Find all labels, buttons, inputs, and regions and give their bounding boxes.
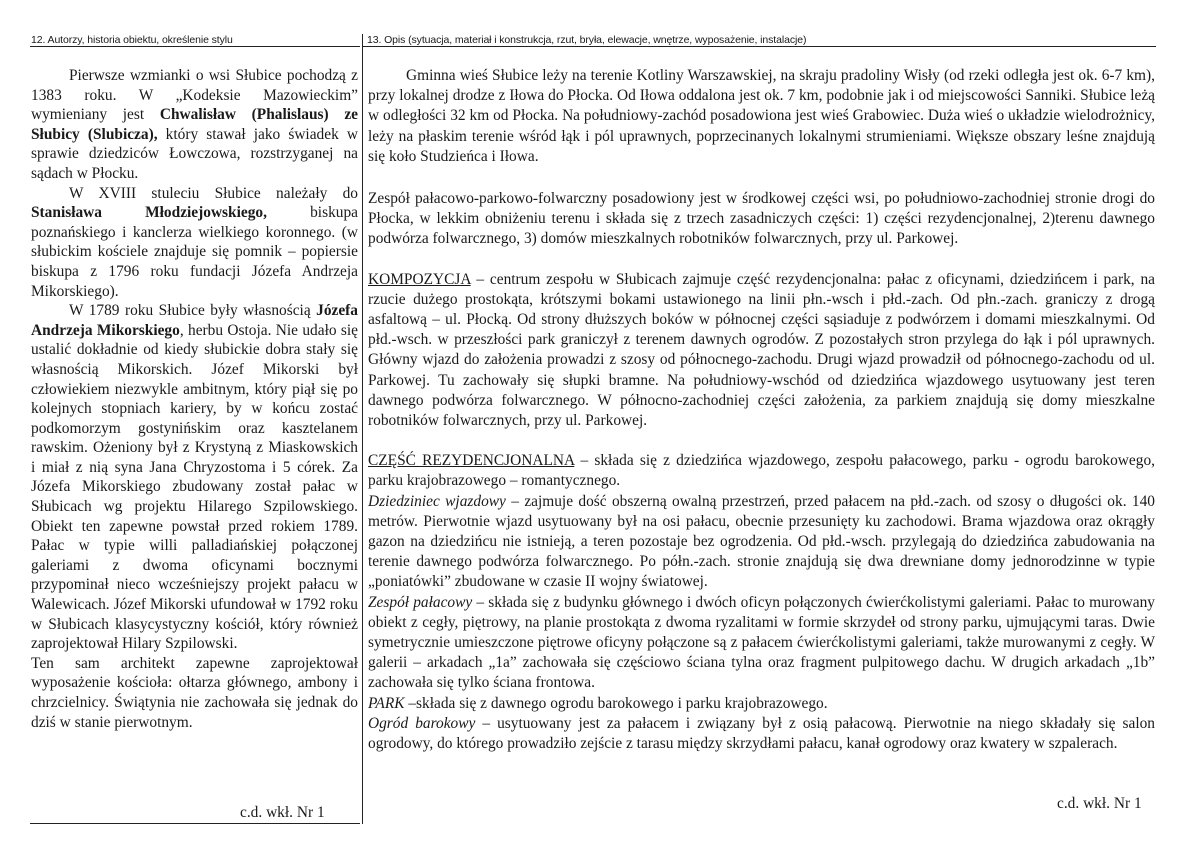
- subsection-heading: Ogród barokowy: [368, 714, 476, 732]
- section-heading: CZĘŚĆ REZYDENCJONALNA: [368, 452, 575, 470]
- left-header-label: 12. Autorzy, historia obiektu, określenie stylu: [31, 34, 233, 46]
- history-text: W XVIII stuleciu Słubice należały do: [69, 184, 358, 202]
- left-header-rule: [30, 46, 360, 47]
- history-bold-text: Chwalisław (Phalislaus) ze Słubicy (Slubicza),: [31, 106, 358, 143]
- continuation-note-left: c.d. wkł. Nr 1: [240, 804, 325, 821]
- history-text: który stawał jako świadek w sprawie dziedziców Łowczowa, rozstrzyganej na sądach w Płocku.: [31, 125, 358, 182]
- history-paragraph: [31, 301, 358, 654]
- description-text: – usytuowany jest za pałacem i związany był z osią pałacową. Pierwotnie na niego składały się salon ogrodowy, do którego prowadziło zejście z tarasu między skrzydłami pałacu, kanał ogrodowy oraz kwatery w szpalerach.: [368, 714, 1155, 753]
- history-bold-text: Stanisława Młodziejowskiego,: [31, 204, 267, 222]
- description-paragraph: [368, 270, 1155, 432]
- subsection-heading: Dziedziniec wjazdowy: [368, 492, 506, 510]
- description-paragraph: [368, 714, 1155, 754]
- history-bold-text: Józefa Andrzeja Mikorskiego: [31, 302, 358, 339]
- description-paragraph: [368, 694, 1155, 714]
- history-column: [31, 66, 358, 732]
- history-text: W 1789 roku Słubice były własnością: [69, 302, 317, 320]
- history-text: Pierwsze wzmianki o wsi Słubice pochodzą z 1383 roku. W „Kodeksie Mazowieckim” wymieniany jest: [31, 67, 358, 124]
- history-text: biskupa poznańskiego i kanclerza wielkiego koronnego. (w słubickim kościele znajduje się pomnik – popiersie biskupa z 1796 roku fundacji Józefa Andrzeja Mikorskiego).: [31, 204, 358, 300]
- description-paragraph: [368, 593, 1155, 694]
- description-column: [368, 66, 1155, 754]
- description-paragraph: Gminna wieś Słubice leży na terenie Kotliny Warszawskiej, na skraju pradoliny Wisły (od rzeki odległa jest ok. 6-7 km), przy lokalnej drodze z Iłowa do Płocka. Od Iłowa oddalona jest ok. 7 km, podobnie jak i od miejscowości Sanniki. Słubice leżą w odległości 32 km od Płocka. Na południowy-zachód posadowiona jest wieś Grabowiec. Duża wieś o układzie wielodrożnicy, leży na płaskim terenie wśród łąk i pól uprawnych, poprzecinanych lokalnymi strumieniami. Większe obszary leśne znajdują się koło Studzieńca i Iłowa.: [368, 67, 1155, 165]
- column-divider: [362, 34, 363, 824]
- right-header-rule: [363, 46, 1156, 47]
- section-heading: KOMPOZYCJA: [368, 270, 471, 288]
- left-bottom-rule: [30, 823, 360, 824]
- description-paragraph: Zespół pałacowo-parkowo-folwarczny posadowiony jest w środkowej części wsi, po południowo-zachodniej stronie drogi do Płocka, w lekkim obniżeniu terenu i składa się z trzech zasadniczych części: 1) części rezydencjonalnej, 2)terenu dawnego podwórza folwarcznego, 3) domów mieszkalnych robotników folwarcznych, przy ul. Parkowej.: [368, 190, 1155, 248]
- description-text: – składa się z dziedzińca wjazdowego, zespołu pałacowego, parku - ogrodu barokowego, parku krajobrazowego – romantycznego.: [368, 452, 1155, 490]
- description-text: –składa się z dawnego ogrodu barokowego i parku krajobrazowego.: [404, 694, 828, 712]
- history-text: , herbu Ostoja. Nie udało się ustalić dokładnie od kiedy słubickie dobra stały się własnością Mikorskich. Józef Mikorski był człowiekiem niezwykle ambitnym, który piął się po kolejnych stopniach kariery, by w końcu zostać podkomorzym gostynińskim oraz kasztelanem rawskim. Ożeniony był z Krystyną z Miaskowskich i miał z nią syna Jana Chryzostoma i 5 córek. Za Józefa Mikorskiego zbudowany został pałac w Słubicach wg projektu Hilarego Szpilowskiego. Obiekt ten zapewne powstał przed rokiem 1789. Pałac w typie willi palladiańskiej połączonej galeriami z dwoma oficynami bocznymi przypominał nieco wcześniejszy projekt pałacu w Walewicach. Józef Mikorski ufundował w 1792 roku w Słubicach klasycystyczny kościół, który również zaprojektował Hilary Szpilowski.: [31, 321, 358, 653]
- description-text: – zajmuje dość obszerną owalną przestrzeń, przed pałacem na płd.-zach. od szosy o długości ok. 140 metrów. Pierwotnie wjazd usytuowany był na osi pałacu, obecnie przesunięty ku zachodowi. Brama wjazdowa oraz okrągły gazon na dziedzińcu nie istnieją, a teren pozostaje bez ogrodzenia. Od płd.-wsch. przylegają do dziedzińca zabudowania na terenie dawnego podwórza folwarcznego. Po półn.-zach. stronie znajdują się dwa drewniane domy jednorodzinne w typie „poniatówki” zbudowane w czasie II wojny światowej.: [368, 492, 1155, 591]
- description-paragraph: [368, 492, 1155, 593]
- description-paragraph: [368, 451, 1155, 491]
- description-text: – składa się z budynku głównego i dwóch oficyn połączonych ćwierćkolistymi galeriami. Pałac to murowany obiekt z cegły, piętrowy, na planie prostokąta z dwoma ryzalitami w formie skrzydeł od strony parku, ujmującymi taras. Dwie symetrycznie umieszczone piętrowe oficyny połączone są z pałacem ćwierćkolistymi galeriami, także murowanymi z cegły. W galerii – arkadach „1a” zachowała się częściowo ściana tylna oraz fragment pulpitowego dachu. W drugich arkadach „1b” zachowała się tylko ściana frontowa.: [368, 593, 1155, 692]
- description-text: – centrum zespołu w Słubicach zajmuje część rezydencjonalna: pałac z oficynami, dziedzińcem i park, na rzucie dużego prostokąta, krótszymi bokami ustawionego na linii płn.-wsch i płd.-zach. Od płn.-zach. graniczy z drogą asfaltową – ul. Płocką. Od strony dłuższych boków w północnej części sąsiaduje z podwórzem i domami mieszkalnymi. Od płd.-wsch. w przeszłości park graniczył z terenem dawnych ogrodów. Z pozostałych stron przylega do łąk i pól uprawnych. Główny wjazd do założenia prowadzi z szosy od północnego-zachodu. Drugi wjazd prowadził od północnego-zachodu od ul. Parkowej. Tu zachowały się słupki bramne. Na południowy-wschód od dziedzińca wjazdowego usytuowany jest teren dawnego podwórza folwarcznego. W północno-zachodniej części założenia, za parkiem znajdują się domy mieszkalne robotników folwarcznych, przy ul. Parkowej.: [368, 270, 1155, 430]
- history-paragraph: [31, 184, 358, 302]
- right-header-label: 13. Opis (sytuacja, materiał i konstrukcja, rzut, bryła, elewacje, wnętrze, wyposażenie, instalacje): [367, 34, 807, 46]
- subsection-heading: PARK: [368, 694, 405, 712]
- history-paragraph: [31, 66, 358, 184]
- history-paragraph: Ten sam architekt zapewne zaprojektował wyposażenie kościoła: ołtarza głównego, ambony i chrzcielnicy. Świątynia nie zachowała się jednak do dziś w stanie pierwotnym.: [31, 654, 358, 731]
- subsection-heading: Zespół pałacowy: [368, 593, 473, 611]
- continuation-note-right: c.d. wkł. Nr 1: [1057, 795, 1142, 812]
